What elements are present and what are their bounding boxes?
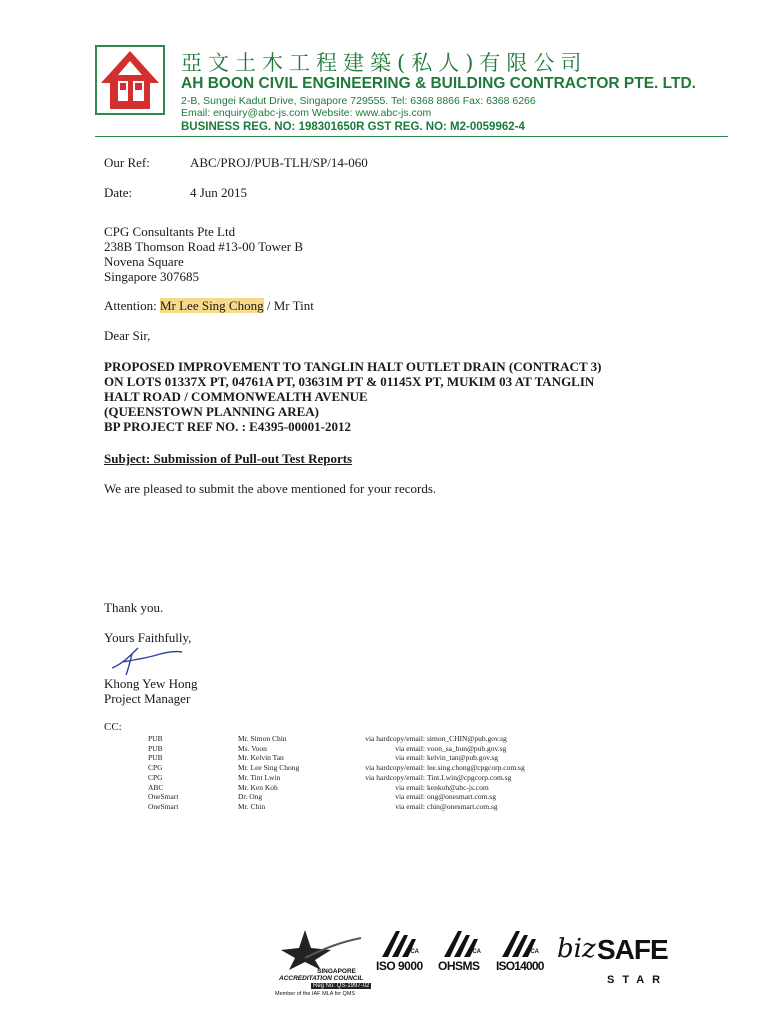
sac-line-2: ACCREDITATION COUNCIL: [279, 975, 364, 982]
signatory-title: Project Manager: [104, 691, 191, 706]
cc-email: voon_sa_hun@pub.gov.sg: [427, 743, 507, 753]
subject-line: Subject: Submission of Pull-out Test Reports: [104, 451, 353, 466]
body-text: We are pleased to submit the above mentioned for your records.: [104, 481, 437, 496]
cc-person: Mr. Ken Koh: [238, 782, 278, 792]
cc-email: simon_CHIN@pub.gov.sg: [427, 734, 507, 743]
iso14000-label: ISO14000: [496, 959, 544, 973]
bizsafe-star-text: STAR: [607, 974, 669, 986]
cc-label: CC:: [104, 721, 122, 733]
salutation: Dear Sir,: [104, 328, 151, 343]
sac-reg: Reg No: QS-1997-02: [313, 983, 370, 989]
recipient-address-3: Singapore 307685: [104, 269, 199, 284]
company-name-english: AH BOON CIVIL ENGINEERING & BUILDING CONTRACTOR PTE. LTD.: [181, 75, 696, 92]
project-title-line-4: (QUEENSTOWN PLANNING AREA): [104, 404, 320, 419]
cc-organisation: CPG: [148, 772, 163, 782]
cc-organisation: PUB: [148, 743, 163, 753]
cc-person: Ms. Voon: [238, 743, 267, 753]
signature: [108, 642, 188, 676]
cc-email: chin@onesmart.com.sg: [427, 801, 498, 811]
cc-email: lee.sing.chong@cpgcorp.com.sg: [427, 763, 525, 773]
cc-email: ong@onesmart.com.sg: [427, 792, 496, 802]
cc-person: Mr. Lee Sing Chong: [238, 763, 300, 773]
project-ref: BP PROJECT REF NO. : E4395-00001-2012: [104, 419, 352, 434]
header-divider: [95, 136, 728, 137]
cc-delivery-method: via email:: [395, 801, 425, 811]
sac-member: Member of the IAF MLA for QMS: [275, 991, 356, 997]
cc-delivery-method: via email:: [395, 743, 425, 753]
project-title-line-1: PROPOSED IMPROVEMENT TO TANGLIN HALT OUTLET DRAIN (CONTRACT 3): [104, 359, 602, 374]
cc-email: kenkoh@abc-js.com: [427, 782, 489, 792]
recipient-address-1: 238B Thomson Road #13-00 Tower B: [104, 239, 304, 254]
attention-line: [104, 298, 314, 314]
cc-organisation: OneSmart: [148, 801, 179, 811]
cc-delivery-method: via hardcopy/email:: [365, 763, 425, 773]
company-registration: BUSINESS REG. NO: 198301650R GST REG. NO: M2-0059962-4: [181, 121, 525, 133]
ref-label: Our Ref:: [104, 155, 150, 170]
recipient-address-2: Novena Square: [104, 254, 184, 269]
project-title-line-2: ON LOTS 01337X PT, 04761A PT, 03631M PT & 01145X PT, MUKIM 03 AT TANGLIN: [104, 374, 595, 389]
attention-other: / Mr Tint: [263, 298, 314, 313]
cc-email: Tint.Lwin@cpgcorp.com.sg: [427, 772, 512, 782]
bizsafe-biz: biz: [557, 934, 596, 964]
cc-person: Mr. Simon Chin: [238, 734, 287, 743]
complimentary-close: Yours Faithfully,: [104, 630, 192, 645]
date-value: 4 Jun 2015: [190, 185, 248, 200]
bca-ohsms-logo: [438, 925, 490, 1000]
recipient-company: CPG Consultants Pte Ltd: [104, 224, 236, 239]
bizsafe-safe: SAFE: [597, 934, 668, 965]
iso9000-label: ISO 9000: [376, 959, 423, 973]
cc-delivery-method: via email:: [395, 753, 425, 763]
cc-delivery-method: via email:: [395, 782, 425, 792]
cc-organisation: PUB: [148, 753, 163, 763]
cc-organisation: OneSmart: [148, 792, 179, 802]
cc-organisation: ABC: [148, 782, 164, 792]
project-title-line-3: HALT ROAD / COMMONWEALTH AVENUE: [104, 389, 368, 404]
cc-email: kelvin_tan@pub.gov.sg: [427, 753, 498, 763]
company-contact: Email: enquiry@abc-js.com Website: www.abc-js.com: [181, 107, 432, 119]
cc-person: Mr. Tint Lwin: [238, 772, 281, 782]
bca-iso9000-logo: [376, 925, 428, 1000]
cc-person: Dr. Ong: [238, 792, 263, 802]
ref-value: ABC/PROJ/PUB-TLH/SP/14-060: [190, 155, 368, 170]
cc-organisation: CPG: [148, 763, 163, 773]
sac-accreditation-logo: [275, 928, 370, 998]
company-address: 2-B, Sungei Kadut Drive, Singapore 729555. Tel: 6368 8866 Fax: 6368 6266: [181, 95, 536, 107]
sac-star-icon: [275, 928, 365, 970]
date-label: Date:: [104, 185, 133, 200]
sac-line-1: SINGAPORE: [317, 968, 357, 975]
cc-person: Mr. Kelvin Tan: [238, 753, 284, 763]
ohsms-label: OHSMS: [438, 959, 480, 973]
bca-label: BCA: [468, 949, 481, 955]
attention-name-highlighted: Mr Lee Sing Chong: [159, 298, 264, 313]
cc-organisation: PUB: [148, 734, 163, 743]
thanks-text: Thank you.: [104, 600, 164, 615]
bca-iso14000-logo: [496, 925, 548, 1000]
attention-label: Attention:: [104, 298, 157, 313]
cc-delivery-method: via email:: [395, 792, 425, 802]
signatory-name: Khong Yew Hong: [104, 676, 198, 691]
bca-label: BCA: [406, 949, 419, 955]
cc-delivery-method: via hardcopy/email:: [365, 772, 425, 782]
company-name-chinese: 亞文土木工程建築(私人)有限公司: [181, 51, 588, 75]
cc-delivery-method: via hardcopy/email:: [365, 734, 425, 743]
bizsafe-star-logo: [557, 928, 667, 998]
bca-label: BCA: [526, 949, 539, 955]
cc-person: Mr. Chin: [238, 801, 266, 811]
company-logo: [95, 45, 165, 115]
